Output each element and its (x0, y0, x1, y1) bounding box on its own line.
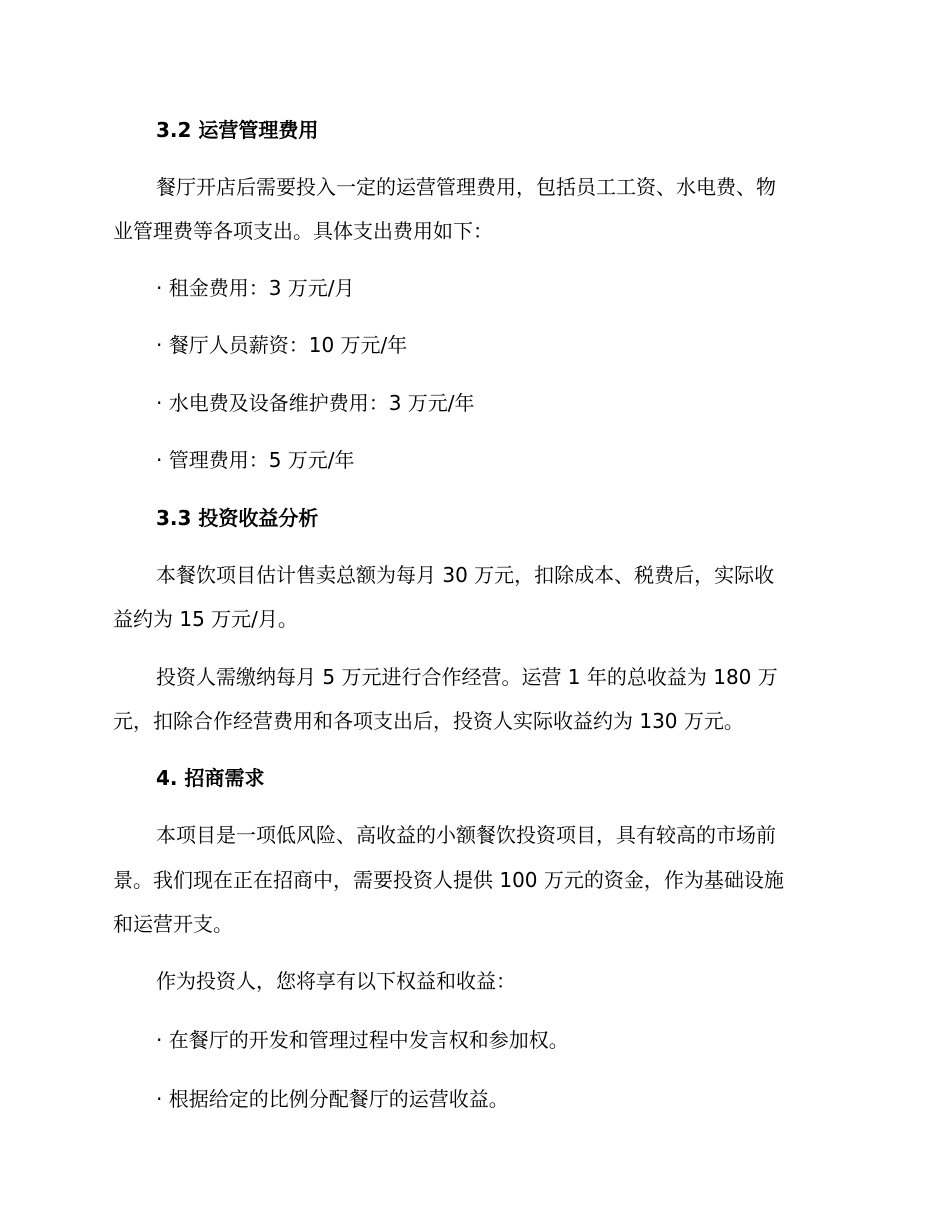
paragraph-line: 本项目是一项低风险、高收益的小额餐饮投资项目，具有较高的市场前 (156, 823, 776, 847)
section-heading-3-3: 3.3 投资收益分析 (156, 506, 319, 530)
paragraph-line: 业管理费等各项支出。具体支出费用如下： (113, 219, 493, 243)
section-heading-4: 4. 招商需求 (156, 766, 265, 790)
paragraph-line: 投资人需缴纳每月 5 万元进行合作经营。运营 1 年的总收益为 180 万 (156, 665, 778, 689)
paragraph-line: 本餐饮项目估计售卖总额为每月 30 万元，扣除成本、税费后，实际收 (156, 563, 775, 587)
list-item: · 租金费用：3 万元/月 (156, 276, 355, 300)
paragraph-line: 益约为 15 万元/月。 (113, 607, 298, 631)
paragraph-line: 元，扣除合作经营费用和各项支出后，投资人实际收益约为 130 万元。 (113, 709, 744, 733)
paragraph-line: 作为投资人，您将享有以下权益和收益： (156, 969, 516, 993)
paragraph-line: 餐厅开店后需要投入一定的运营管理费用，包括员工工资、水电费、物 (156, 175, 776, 199)
list-item: · 水电费及设备维护费用：3 万元/年 (156, 391, 475, 415)
list-item: · 管理费用：5 万元/年 (156, 448, 355, 472)
list-item: · 在餐厅的开发和管理过程中发言权和参加权。 (156, 1028, 569, 1052)
paragraph-line: 景。我们现在正在招商中，需要投资人提供 100 万元的资金，作为基础设施 (113, 868, 784, 892)
list-item: · 餐厅人员薪资：10 万元/年 (156, 333, 408, 357)
section-heading-3-2: 3.2 运营管理费用 (156, 118, 319, 142)
paragraph-line: 和运营开支。 (113, 912, 233, 936)
list-item: · 根据给定的比例分配餐厅的运营收益。 (156, 1087, 509, 1111)
